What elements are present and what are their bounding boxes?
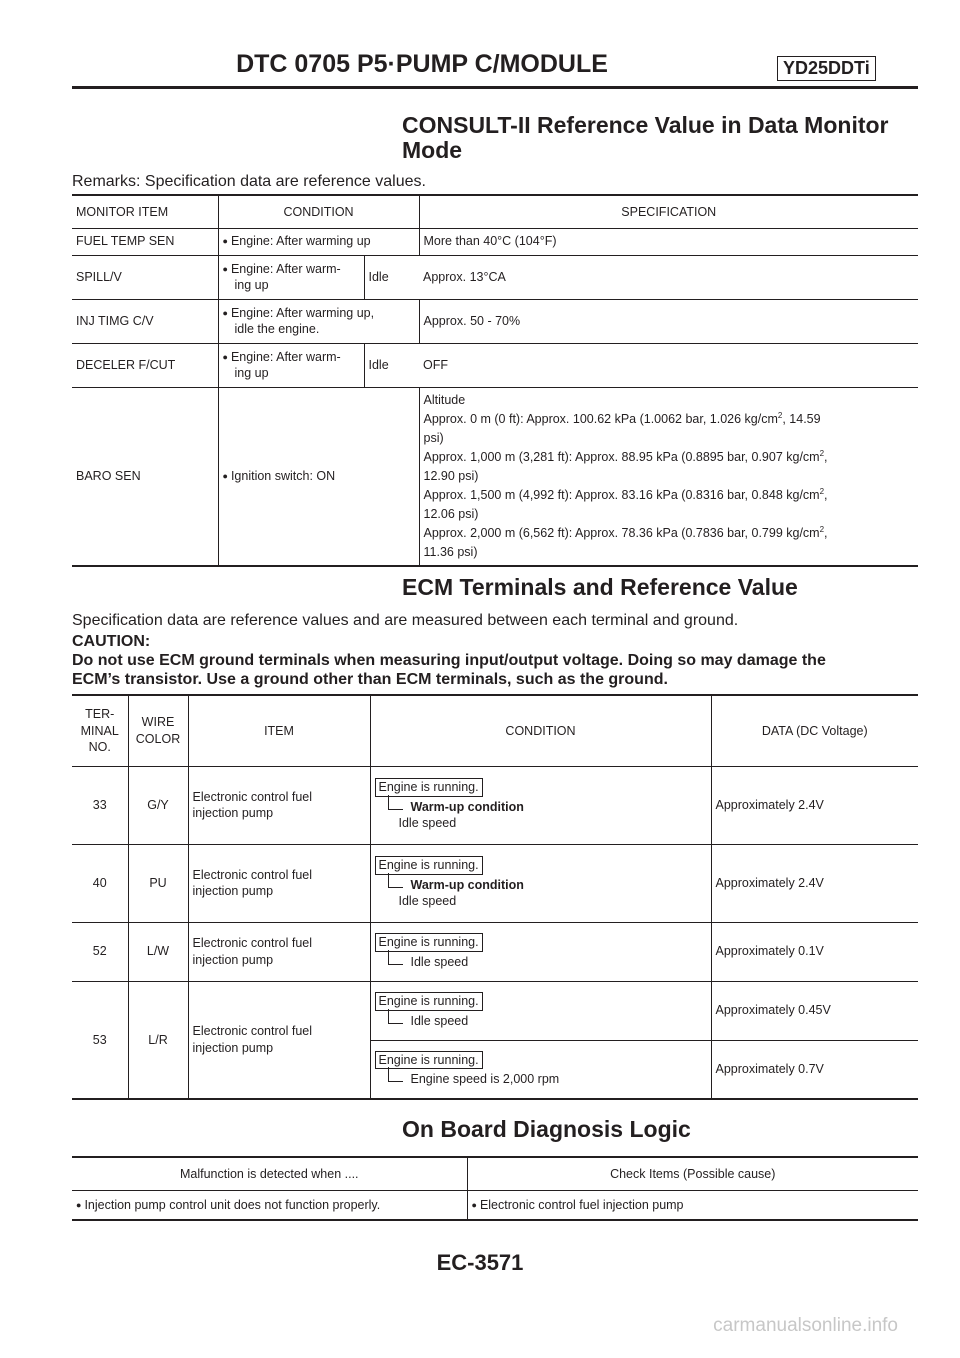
condition-cell: Engine is running. Engine speed is 2,000 rpm [370,1040,711,1099]
condition-cell: Engine is running. Warm-up condition Idle speed [370,766,711,844]
table-row: SPILL/V ● Engine: After warm- ing up Idle Approx. 13°CA [72,255,918,299]
col-item: ITEM [188,695,370,766]
condition-cell: Engine is running. Idle speed [370,922,711,981]
table-row: ● Injection pump control unit does not function properly. ● Electronic control fuel injection pump [72,1190,918,1220]
header-rule [72,86,918,89]
section-title-ecm: ECM Terminals and Reference Value [402,574,798,600]
table-row: DECELER F/CUT ● Engine: After warm- ing up Idle OFF [72,343,918,387]
col-wire-color: WIRE COLOR [128,695,188,766]
condition-cell: Engine is running. Idle speed [370,981,711,1040]
baro-spec: Altitude Approx. 0 m (0 ft): Approx. 100.62 kPa (1.0062 bar, 1.026 $kg/cm^2$, 14.59 psi) Approx. 1,000 m (3,281 ft): Approx. 88.95 kPa (0.8895 bar, 0.907 $kg/cm^2$, 12.90 psi) Approx. 1,500 m (4,992 ft): Approx. 83.16 kPa (0.8316 bar, 0.848 $kg/cm^2$, 12.06 psi) Approx. 2,000 m (6,562 ft): Approx. 78.36 kPa (0.7836 bar, 0.799 $kg/cm^2$, 11.36 psi) [419,387,918,566]
table-row: 52 L/W Electronic control fuel injection pump Engine is running. Idle speed Approximately 0.1V [72,922,918,981]
ecm-header-row [72,695,918,766]
table-row: 40 PU Electronic control fuel injection pump Engine is running. Warm-up condition Idle speed Approximately 2.4V [72,844,918,922]
consult-header-row [72,195,918,228]
table-row: 33 G/Y Electronic control fuel injection pump Engine is running. Warm-up condition Idle speed Approximately 2.4V [72,766,918,844]
watermark: carmanualsonline.info [713,1315,898,1336]
obd-header-row: Malfunction is detected when .... Check Items (Possible cause) [72,1157,918,1190]
obd-logic-table [72,1156,918,1221]
model-badge: YD25DDTi [777,56,876,81]
col-condition: CONDITION [370,695,711,766]
ecm-terminal-table [72,694,918,1100]
table-row: Engine is running. Engine speed is 2,000 rpm Approximately 0.7V [72,1040,918,1099]
table-row: INJ TIMG C/V ● Engine: After warming up, idle the engine. Approx. 50 - 70% [72,299,918,343]
page-number: EC-3571 [436,1250,524,1275]
col-specification: SPECIFICATION [419,195,918,228]
page-header-title: DTC 0705 P5·PUMP C/MODULE [236,50,608,78]
remarks-text: Remarks: Specification data are reference values. [72,173,426,190]
consult-table [72,194,918,567]
table-row: FUEL TEMP SEN ● Engine: After warming up More than 40°C (104°F) [72,228,918,255]
ecm-intro: Specification data are reference values and are measured between each terminal and ground. [72,612,739,629]
table-row: 53 L/R Electronic control fuel injection pump Engine is running. Idle speed Approximately 0.45V [72,981,918,1040]
col-terminal-no: TER- MINAL NO. [72,695,128,766]
col-monitor-item: MONITOR ITEM [72,195,218,228]
section-title-consult: CONSULT-II Reference Value in Data Monitor Mode [402,112,889,163]
section-title-obd: On Board Diagnosis Logic [402,1116,691,1142]
condition-cell: Engine is running. Warm-up condition Idle speed [370,844,711,922]
col-condition: CONDITION [218,195,419,228]
col-data: DATA (DC Voltage) [711,695,918,766]
caution-block: CAUTION: Do not use ECM ground terminals when measuring input/output voltage. Doing so may damage the ECM’s transistor. Use a ground other than ECM terminals, such as the ground. [72,633,826,688]
table-row: BARO SEN ● Ignition switch: ON Altitude Approx. 0 m (0 ft): Approx. 100.62 kPa (1.0062 bar, 1.026 $kg/cm^2$, 14.59 psi) Approx. 1,000 m (3,281 ft): Approx. 88.95 kPa (0.8895 bar, 0.907 $kg/cm^2$, 12.90 psi) Approx. 1,500 m (4,992 ft): Approx. 83.16 kPa (0.8316 bar, 0.848 $kg/cm^2$, 12.06 psi) Approx. 2,000 m (6,562 ft): Approx. 78.36 kPa (0.7836 bar, 0.799 $kg/cm^2$, 11.36 psi) [72,387,918,566]
